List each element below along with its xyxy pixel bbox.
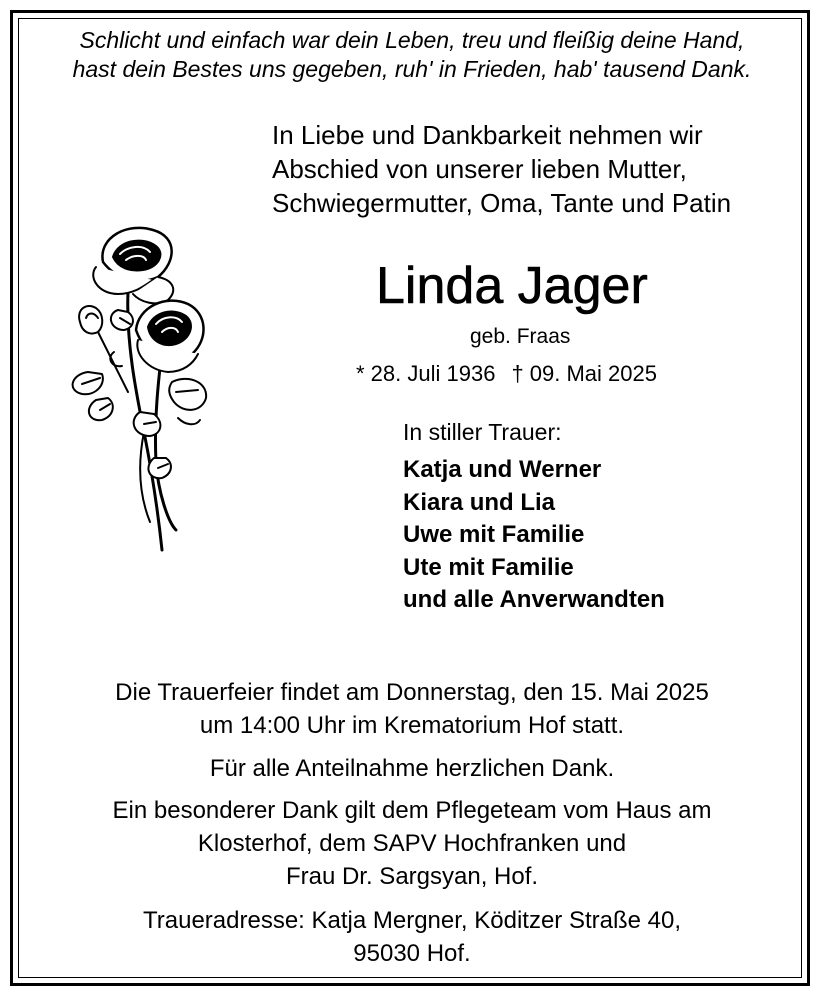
motto	[0, 26, 824, 84]
address-line-1: Traueradresse: Katja Mergner, Köditzer Straße 40,	[142, 907, 682, 934]
intro-line-3: Schwiegermutter, Oma, Tante und Patin	[272, 188, 732, 218]
life-dates	[356, 360, 657, 388]
deceased-name: Linda Jager	[376, 257, 648, 315]
thanks-line: Für alle Anteilnahme herzlichen Dank.	[209, 755, 615, 782]
address-line-2: 95030 Hof.	[353, 940, 471, 967]
birth-date: * 28. Juli 1936	[356, 361, 496, 386]
general-thanks	[0, 752, 824, 785]
intro-line-2: Abschied von unserer lieben Mutter,	[272, 154, 687, 184]
born-name: geb. Fraas	[470, 325, 571, 348]
funeral-line-2: um 14:00 Uhr im Krematorium Hof statt.	[199, 712, 625, 739]
intro-line-1: In Liebe und Dankbarkeit nehmen wir	[272, 120, 703, 150]
funeral-line-1: Die Trauerfeier findet am Donnerstag, den 15. Mai 2025	[115, 679, 709, 706]
list-item: Uwe mit Familie	[403, 521, 585, 548]
special-thanks-line-1: Ein besonderer Dank gilt dem Pflegeteam vom Haus am	[112, 797, 712, 824]
rose-illustration-icon	[58, 222, 218, 552]
special-thanks-line-3: Frau Dr. Sargsyan, Hof.	[285, 863, 539, 890]
special-thanks-line-2: Klosterhof, dem SAPV Hochfranken und	[197, 830, 627, 857]
mourners-list	[403, 454, 665, 617]
list-item: Katja und Werner	[403, 456, 602, 483]
list-item: Ute mit Familie	[403, 553, 574, 581]
motto-line-2: hast dein Bestes uns gegeben, ruh' in Frieden, hab' tausend Dank.	[72, 56, 752, 82]
mourning-address	[0, 904, 824, 970]
motto-line-1: Schlicht und einfach war dein Leben, treu und fleißig deine Hand,	[79, 27, 745, 53]
mourning-intro: In stiller Trauer:	[403, 419, 562, 445]
funeral-info	[0, 676, 824, 742]
death-date: † 09. Mai 2025	[511, 361, 657, 386]
list-item: Kiara und Lia	[403, 488, 556, 516]
special-thanks	[0, 794, 824, 893]
list-item: und alle Anverwandten	[403, 586, 665, 613]
intro-text	[272, 118, 812, 220]
